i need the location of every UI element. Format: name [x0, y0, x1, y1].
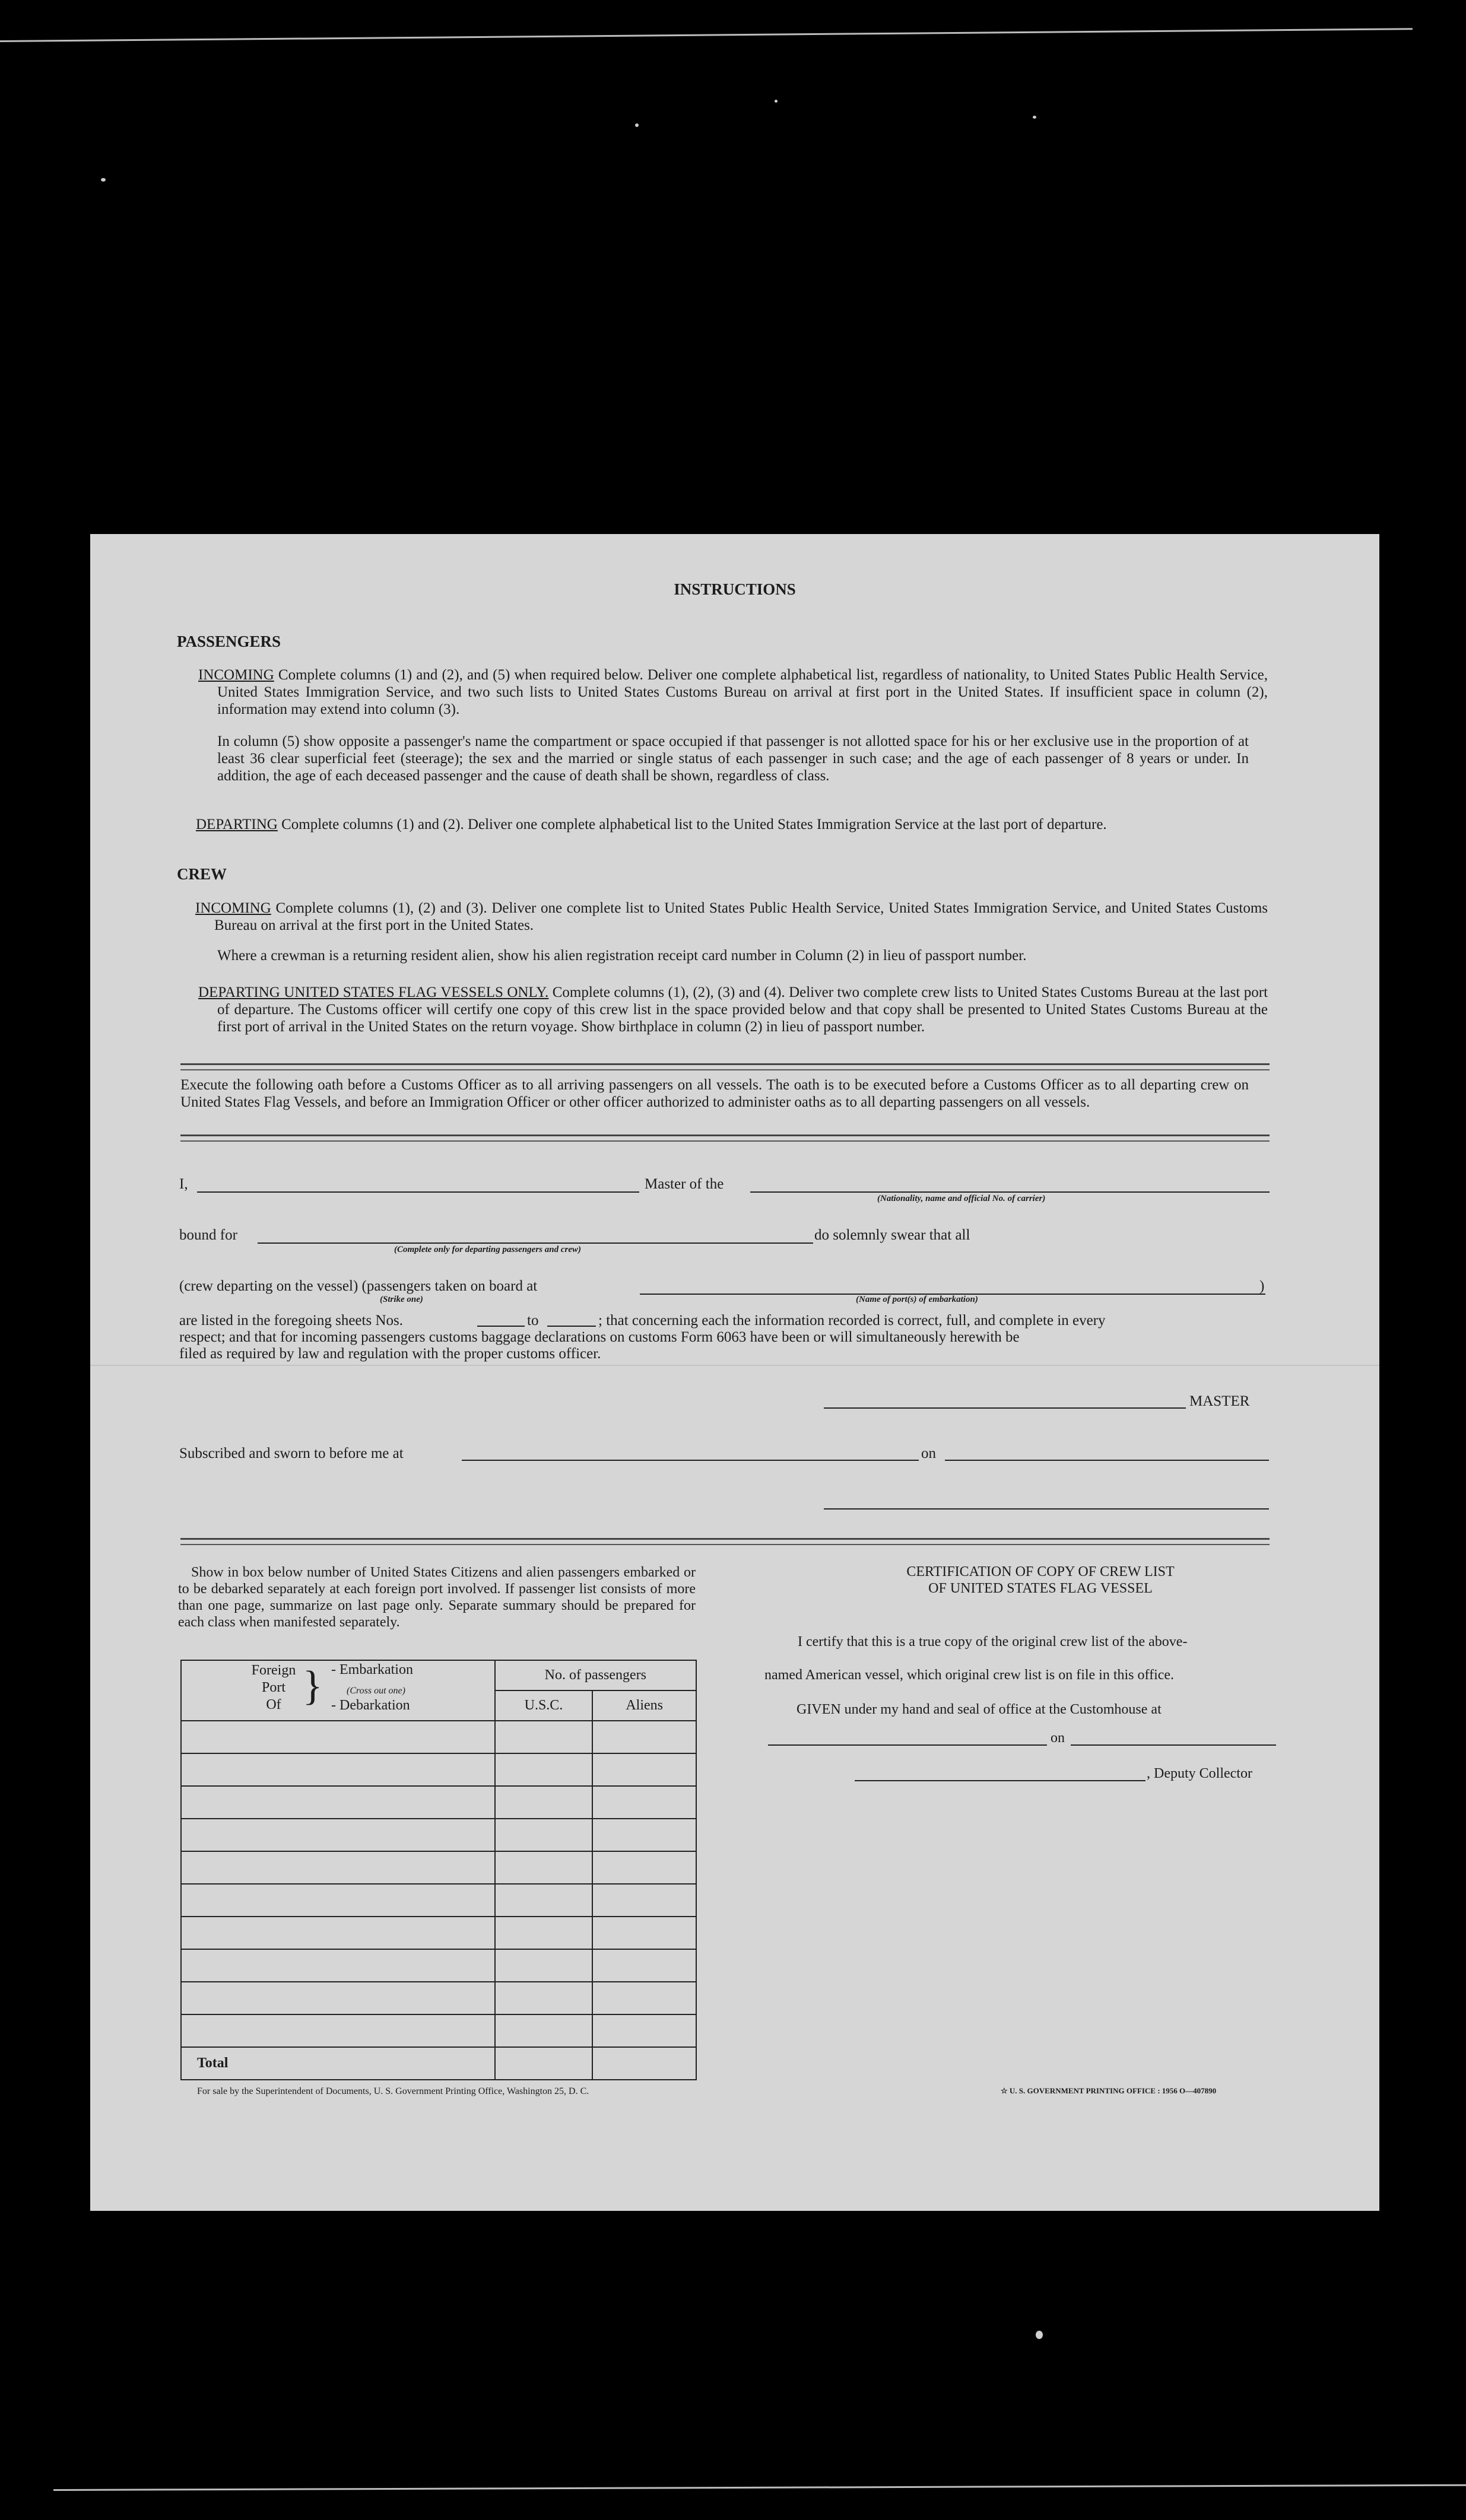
passengers-incoming-label: INCOMING	[198, 667, 274, 683]
aliens-cell[interactable]	[592, 1753, 696, 1786]
footer-left: For sale by the Superintendent of Documents, U. S. Government Printing Office, Washington 25, D. C.	[197, 2086, 589, 2096]
crew-departing-text: (crew departing on the vessel) (passengers taken on board at	[179, 1278, 538, 1294]
master-name-field[interactable]	[197, 1191, 639, 1193]
carrier-field[interactable]	[750, 1191, 1270, 1193]
port-header-cell	[181, 1660, 495, 1721]
master-signature-field[interactable]	[824, 1407, 1186, 1409]
usc-cell[interactable]	[495, 1786, 593, 1819]
aliens-cell[interactable]	[592, 1917, 696, 1949]
aliens-header-cell	[592, 1690, 696, 1721]
table-row	[181, 1721, 696, 1753]
usc-cell[interactable]	[495, 1982, 593, 2014]
listed-suffix: ; that concerning each the information recorded is correct, full, and complete in every	[598, 1313, 1106, 1329]
aliens-total-cell[interactable]	[592, 2047, 696, 2080]
crew-heading: CREW	[177, 865, 227, 883]
port-cell[interactable]	[181, 1851, 495, 1884]
usc-cell[interactable]	[495, 1819, 593, 1851]
sworn-date-field[interactable]	[945, 1460, 1269, 1461]
oath-instruction: Execute the following oath before a Customs Officer as to all arriving passengers on all vessels. The oath is to be executed before a Customs Officer as to all departing crew on United States Flag Vessels, and before an Immigration Officer or other officer authorized to administer oaths as to all departing passengers on all vessels.	[180, 1077, 1249, 1110]
usc-cell[interactable]	[495, 1949, 593, 1982]
crew-departing-label: DEPARTING UNITED STATES FLAG VESSELS ONLY.	[198, 984, 549, 1000]
sworn-place-field[interactable]	[462, 1460, 919, 1461]
film-speck	[775, 100, 778, 103]
passengers-departing-text: Complete columns (1) and (2). Deliver one complete alphabetical list to the United States Immigration Service at the last port of departure.	[281, 816, 1107, 832]
port-cell[interactable]	[181, 1949, 495, 1982]
passengers-incoming-text: Complete columns (1) and (2), and (5) when required below. Deliver one complete alphabetical list, regardless of nationality, to United States Public Health Service, United States Immigration Service, and two such lists to United States Customs Bureau on arrival at first port in the United States. If insufficient space in column (2), information may extend into column (3).	[217, 667, 1268, 717]
crew-incoming-paragraph	[195, 900, 1268, 934]
table-row	[181, 1851, 696, 1884]
customhouse-field[interactable]	[768, 1744, 1047, 1746]
aliens-cell[interactable]	[592, 2014, 696, 2047]
page-fold-line	[90, 1365, 1379, 1366]
film-speck	[1036, 2331, 1043, 2339]
port-cell[interactable]	[181, 1982, 495, 2014]
usc-cell[interactable]	[495, 1851, 593, 1884]
crew-departing-text: Complete columns (1), (2), (3) and (4). Deliver two complete crew lists to United States Customs Bureau at the last port of departure. The Customs officer will certify one copy of this crew list in the space provided below and that copy shall be presented to United States Customs Bureau at the first port of arrival in the United States on the return voyage. Show birthplace in column (2) in lieu of passport number.	[217, 984, 1268, 1035]
cross-out-note: (Cross out one)	[347, 1686, 405, 1696]
usc-cell[interactable]	[495, 1884, 593, 1917]
divider-double	[180, 1538, 1270, 1545]
certification-date-field[interactable]	[1071, 1744, 1276, 1746]
port-cell[interactable]	[181, 1721, 495, 1753]
deputy-collector-label: , Deputy Collector	[1147, 1766, 1252, 1781]
embarkation-label: - Embarkation	[331, 1662, 413, 1677]
port-cell[interactable]	[181, 1819, 495, 1851]
officer-signature-field[interactable]	[824, 1508, 1269, 1510]
sheet-from-field[interactable]	[477, 1326, 525, 1327]
aliens-cell[interactable]	[592, 1884, 696, 1917]
crew-resident-paragraph: Where a crewman is a returning resident alien, show his alien registration receipt card number in Column (2) in lieu of passport number.	[217, 948, 1027, 964]
certification-line-2: named American vessel, which original crew list is on file in this office.	[764, 1667, 1175, 1683]
bound-for-field[interactable]	[258, 1242, 813, 1244]
close-paren: )	[1259, 1278, 1265, 1294]
total-label-cell	[181, 2047, 495, 2080]
usc-cell[interactable]	[495, 1917, 593, 1949]
aliens-cell[interactable]	[592, 1851, 696, 1884]
table-header-row	[181, 1660, 696, 1690]
document-page	[90, 534, 1379, 2211]
respect-text: respect; and that for incoming passengers customs baggage declarations on customs Form 6063 have been or will simultaneously herewith be	[179, 1329, 1020, 1345]
strike-one-note: (Strike one)	[380, 1295, 423, 1304]
table-row	[181, 2014, 696, 2047]
aliens-cell[interactable]	[592, 1721, 696, 1753]
usc-cell[interactable]	[495, 2014, 593, 2047]
usc-header: U.S.C.	[524, 1698, 563, 1713]
port-note: (Name of port(s) of embarkation)	[856, 1295, 978, 1304]
swear-text: do solemnly swear that all	[814, 1227, 970, 1243]
divider-double	[180, 1135, 1270, 1142]
passengers-departing-label: DEPARTING	[196, 816, 278, 832]
port-cell[interactable]	[181, 1753, 495, 1786]
film-speck	[1033, 116, 1036, 119]
debarkation-label: - Debarkation	[331, 1698, 410, 1713]
table-row	[181, 1786, 696, 1819]
crew-incoming-text: Complete columns (1), (2) and (3). Deliver one complete list to United States Public Health Service, United States Immigration Service, and United States Customs Bureau on arrival at the first port in the United States.	[214, 900, 1268, 933]
aliens-cell[interactable]	[592, 1949, 696, 1982]
port-cell[interactable]	[181, 1884, 495, 1917]
usc-total-cell[interactable]	[495, 2047, 593, 2080]
foreign-line: Foreign	[251, 1663, 296, 1678]
summary-instructions: Show in box below number of United States Citizens and alien passengers embarked or to be debarked separately at each foreign port involved. If passenger list consists of more than one page, summarize on last page only. Separate summary should be prepared for each class when manifested separately.	[178, 1565, 696, 1630]
aliens-cell[interactable]	[592, 1786, 696, 1819]
master-of-label: Master of the	[645, 1176, 724, 1192]
certification-title-2: OF UNITED STATES FLAG VESSEL	[928, 1581, 1153, 1596]
table-total-row	[181, 2047, 696, 2080]
aliens-cell[interactable]	[592, 1982, 696, 2014]
certification-title-1: CERTIFICATION OF COPY OF CREW LIST	[906, 1564, 1175, 1580]
film-edge-bottom	[53, 2484, 1466, 2491]
deputy-signature-field[interactable]	[855, 1780, 1145, 1781]
port-cell[interactable]	[181, 1786, 495, 1819]
table-row	[181, 1753, 696, 1786]
brace-icon: }	[303, 1663, 323, 1709]
table-row	[181, 1982, 696, 2014]
bound-for-label: bound for	[179, 1227, 237, 1243]
port-cell[interactable]	[181, 1917, 495, 1949]
master-label: MASTER	[1189, 1393, 1250, 1409]
usc-cell[interactable]	[495, 1753, 593, 1786]
table-row	[181, 1917, 696, 1949]
footer-right: ☆ U. S. GOVERNMENT PRINTING OFFICE : 1956 O—407890	[1001, 2086, 1217, 2095]
sheet-to-field[interactable]	[547, 1326, 596, 1327]
table-row	[181, 1949, 696, 1982]
film-speck	[635, 123, 639, 127]
certification-line-1: I certify that this is a true copy of the original crew list of the above-	[798, 1634, 1188, 1650]
passengers-departing-paragraph	[196, 816, 1268, 833]
certification-line-3: GIVEN under my hand and seal of office at the Customhouse at	[797, 1702, 1162, 1717]
passenger-summary-table	[180, 1660, 697, 2080]
oath-i-label: I,	[179, 1176, 188, 1192]
passengers-header-cell	[495, 1660, 696, 1690]
foreign-port-label	[247, 1662, 300, 1714]
aliens-header: Aliens	[626, 1698, 663, 1713]
aliens-cell[interactable]	[592, 1819, 696, 1851]
port-cell[interactable]	[181, 2014, 495, 2047]
sworn-on-label: on	[921, 1445, 936, 1461]
table-row	[181, 1884, 696, 1917]
passengers-incoming-paragraph	[198, 666, 1268, 718]
film-edge-top	[0, 28, 1413, 42]
filed-text: filed as required by law and regulation with the proper customs officer.	[179, 1346, 601, 1362]
passengers-column5-paragraph: In column (5) show opposite a passenger's name the compartment or space occupied if that passenger is not allotted space for his or her exclusive use in the proportion of at least 36 clear superficial feet (steerage); the sex and the married or single status of each passenger in such case; and the age of each passenger of 8 years or under. In addition, the age of each deceased passenger and the cause of death shall be shown, regardless of class.	[217, 733, 1249, 784]
to-label: to	[527, 1313, 539, 1329]
crew-incoming-label: INCOMING	[195, 900, 271, 916]
port-line: Port	[261, 1680, 285, 1695]
usc-cell[interactable]	[495, 1721, 593, 1753]
nationality-note: (Nationality, name and official No. of carrier)	[877, 1194, 1046, 1203]
total-label: Total	[197, 2055, 229, 2071]
film-speck	[101, 178, 106, 182]
subscribed-label: Subscribed and sworn to before me at	[179, 1445, 404, 1461]
listed-prefix: are listed in the foregoing sheets Nos.	[179, 1313, 403, 1329]
usc-header-cell	[495, 1690, 593, 1721]
certification-on-label: on	[1051, 1730, 1065, 1746]
passengers-heading: PASSENGERS	[177, 633, 281, 650]
table-row	[181, 1819, 696, 1851]
divider-double	[180, 1063, 1270, 1070]
page-title: INSTRUCTIONS	[674, 580, 796, 598]
of-line: Of	[266, 1697, 281, 1712]
crew-departing-paragraph	[198, 984, 1268, 1035]
passengers-header: No. of passengers	[544, 1667, 646, 1683]
bound-for-note: (Complete only for departing passengers and crew)	[394, 1245, 581, 1254]
